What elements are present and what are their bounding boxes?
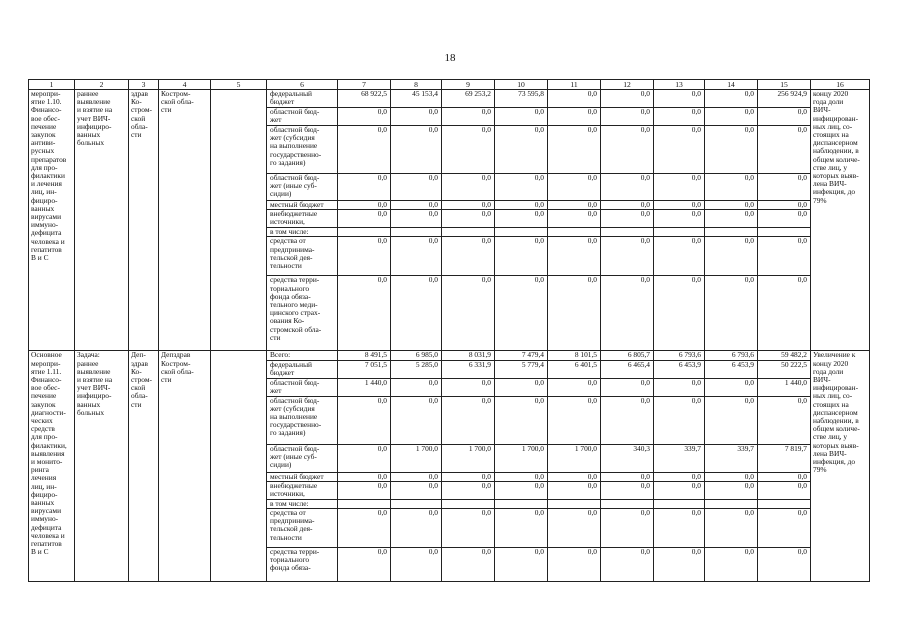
amount-cell: 8 101,5 — [548, 351, 601, 360]
amount-cell: 6 793,6 — [705, 351, 758, 360]
amount-cell: 0,0 — [654, 378, 705, 396]
amount-cell: 339,7 — [654, 444, 705, 472]
target-indicator-cell: концу 2020 года доли ВИЧ- инфицирован- ных лиц, со- стоящих на диспансерном наблюдении, в общем количе- стве лиц, у которых выяв- лена ВИЧ- инфекция, до 79% — [811, 90, 870, 351]
amount-cell: 0,0 — [495, 481, 548, 499]
amount-cell: 0,0 — [601, 472, 654, 481]
amount-cell — [495, 228, 548, 237]
amount-cell: 0,0 — [442, 276, 495, 351]
amount-cell: 0,0 — [705, 90, 758, 108]
amount-cell — [705, 228, 758, 237]
amount-cell: 0,0 — [495, 201, 548, 210]
funding-source-cell: местный бюджет — [267, 201, 338, 210]
column-header: 5 — [211, 80, 267, 90]
amount-cell: 0,0 — [705, 210, 758, 228]
amount-cell: 0,0 — [601, 174, 654, 201]
funding-source-cell: средства от предпринима- тельской дея- тельности — [267, 509, 338, 548]
amount-cell: 0,0 — [338, 237, 391, 276]
amount-cell: 0,0 — [705, 126, 758, 174]
amount-cell: 0,0 — [495, 378, 548, 396]
amount-cell: 0,0 — [442, 378, 495, 396]
amount-cell — [391, 499, 442, 508]
amount-cell: 7 819,7 — [758, 444, 811, 472]
amount-cell: 0,0 — [338, 276, 391, 351]
amount-cell: 0,0 — [548, 174, 601, 201]
amount-cell: 0,0 — [338, 509, 391, 548]
amount-cell: 0,0 — [391, 201, 442, 210]
amount-cell: 0,0 — [495, 396, 548, 444]
amount-cell — [391, 228, 442, 237]
amount-cell: 0,0 — [548, 548, 601, 582]
column-header: 4 — [159, 80, 211, 90]
amount-cell: 0,0 — [391, 378, 442, 396]
amount-cell: 0,0 — [338, 472, 391, 481]
amount-cell — [654, 499, 705, 508]
amount-cell: 0,0 — [705, 174, 758, 201]
amount-cell: 0,0 — [654, 210, 705, 228]
amount-cell: 0,0 — [601, 90, 654, 108]
co-executor-cell: Депздрав Костром- ской обла- сти — [159, 351, 211, 582]
amount-cell: 0,0 — [338, 201, 391, 210]
amount-cell: 0,0 — [705, 108, 758, 126]
amount-cell: 0,0 — [495, 509, 548, 548]
amount-cell: 0,0 — [705, 509, 758, 548]
amount-cell: 0,0 — [705, 548, 758, 582]
amount-cell: 68 922,5 — [338, 90, 391, 108]
amount-cell: 0,0 — [548, 210, 601, 228]
amount-cell: 0,0 — [338, 108, 391, 126]
amount-cell: 0,0 — [442, 210, 495, 228]
amount-cell: 0,0 — [601, 481, 654, 499]
amount-cell: 0,0 — [548, 378, 601, 396]
amount-cell: 0,0 — [548, 396, 601, 444]
amount-cell: 0,0 — [758, 126, 811, 174]
column-header: 14 — [705, 80, 758, 90]
amount-cell: 0,0 — [758, 548, 811, 582]
amount-cell: 0,0 — [758, 237, 811, 276]
amount-cell: 0,0 — [654, 201, 705, 210]
amount-cell: 6 331,9 — [442, 360, 495, 378]
amount-cell: 0,0 — [495, 472, 548, 481]
amount-cell — [601, 228, 654, 237]
budget-table — [28, 79, 870, 582]
funding-source-cell: средства от предпринима- тельской дея- тельности — [267, 237, 338, 276]
amount-cell: 0,0 — [338, 210, 391, 228]
amount-cell: 7 051,5 — [338, 360, 391, 378]
amount-cell: 0,0 — [495, 126, 548, 174]
amount-cell: 0,0 — [705, 276, 758, 351]
amount-cell: 50 222,5 — [758, 360, 811, 378]
amount-cell: 0,0 — [601, 210, 654, 228]
amount-cell: 0,0 — [391, 237, 442, 276]
amount-cell: 0,0 — [338, 396, 391, 444]
amount-cell: 0,0 — [442, 472, 495, 481]
amount-cell: 0,0 — [548, 509, 601, 548]
activity-name-cell: Основное меропри- ятие 1.11. Финансо- вое обес- печение закупок диагности- ческих средств для про- филактики, выявления и монито- ринга лечения лиц, ин- фициро- ванных вирусами иммуно- дефицита человека и гепатитов В и С — [29, 351, 75, 582]
amount-cell: 0,0 — [654, 237, 705, 276]
empty-cell — [211, 90, 267, 351]
column-header: 11 — [548, 80, 601, 90]
funding-source-cell: Всего: — [267, 351, 338, 360]
amount-cell: 0,0 — [338, 481, 391, 499]
table-row — [29, 351, 870, 360]
amount-cell: 0,0 — [654, 396, 705, 444]
amount-cell — [338, 499, 391, 508]
amount-cell: 0,0 — [654, 276, 705, 351]
amount-cell: 0,0 — [654, 108, 705, 126]
column-header: 1 — [29, 80, 75, 90]
funding-source-cell: внебюджетные источники, — [267, 210, 338, 228]
funding-source-cell: федеральный бюджет — [267, 90, 338, 108]
amount-cell: 0,0 — [548, 276, 601, 351]
amount-cell: 1 440,0 — [338, 378, 391, 396]
amount-cell: 0,0 — [391, 174, 442, 201]
funding-source-cell: областной бюд- жет (субсидия на выполнение государственно- го задания) — [267, 126, 338, 174]
amount-cell: 6 401,5 — [548, 360, 601, 378]
funding-source-cell: федеральный бюджет — [267, 360, 338, 378]
amount-cell: 0,0 — [705, 237, 758, 276]
activity-task-cell: Задача: раннее выявление и взятие на учет ВИЧ- инфициро- ванных больных — [75, 351, 129, 582]
funding-source-cell: областной бюд- жет — [267, 378, 338, 396]
amount-cell — [758, 499, 811, 508]
amount-cell: 0,0 — [391, 276, 442, 351]
amount-cell: 0,0 — [758, 201, 811, 210]
amount-cell: 0,0 — [758, 276, 811, 351]
column-header: 13 — [654, 80, 705, 90]
amount-cell: 0,0 — [338, 126, 391, 174]
amount-cell: 0,0 — [601, 509, 654, 548]
amount-cell: 0,0 — [391, 509, 442, 548]
amount-cell — [601, 499, 654, 508]
table-row — [29, 90, 870, 108]
executor-cell: Деп- здрав Ко- стром- ской обла- сти — [129, 351, 159, 582]
co-executor-cell: Костром- ской обла- сти — [159, 90, 211, 351]
amount-cell: 0,0 — [654, 481, 705, 499]
amount-cell: 0,0 — [548, 90, 601, 108]
amount-cell: 6 453,9 — [654, 360, 705, 378]
amount-cell: 6 805,7 — [601, 351, 654, 360]
amount-cell: 0,0 — [654, 509, 705, 548]
amount-cell: 0,0 — [548, 481, 601, 499]
activity-task-cell: раннее выявление и взятие на учет ВИЧ- инфициро- ванных больных — [75, 90, 129, 351]
amount-cell: 0,0 — [705, 201, 758, 210]
column-header: 2 — [75, 80, 129, 90]
funding-source-cell: средства терри- ториального фонда обяза- — [267, 548, 338, 582]
amount-cell: 0,0 — [338, 174, 391, 201]
amount-cell: 7 479,4 — [495, 351, 548, 360]
amount-cell: 6 453,9 — [705, 360, 758, 378]
column-header: 6 — [267, 80, 338, 90]
column-header: 12 — [601, 80, 654, 90]
amount-cell: 0,0 — [758, 210, 811, 228]
amount-cell: 0,0 — [391, 548, 442, 582]
amount-cell: 0,0 — [442, 126, 495, 174]
amount-cell — [338, 228, 391, 237]
amount-cell: 0,0 — [391, 481, 442, 499]
amount-cell: 0,0 — [495, 548, 548, 582]
funding-source-cell: местный бюджет — [267, 472, 338, 481]
amount-cell — [442, 499, 495, 508]
amount-cell: 0,0 — [654, 90, 705, 108]
amount-cell: 340,3 — [601, 444, 654, 472]
header-row — [29, 80, 870, 90]
amount-cell: 0,0 — [705, 396, 758, 444]
amount-cell: 0,0 — [601, 237, 654, 276]
funding-source-cell: областной бюд- жет (субсидия на выполнение государственно- го задания) — [267, 396, 338, 444]
amount-cell: 6 465,4 — [601, 360, 654, 378]
activity-name-cell: меропри- ятие 1.10. Финансо- вое обес- печение закупок антиви- русных препаратов для про- филактики и лечения лиц, ин- фициро- ванных вирусами иммуно- дефицита человека и гепатитов В и С — [29, 90, 75, 351]
amount-cell: 0,0 — [442, 174, 495, 201]
amount-cell: 8 031,9 — [442, 351, 495, 360]
amount-cell — [705, 499, 758, 508]
target-indicator-cell: Увеличение к концу 2020 года доли ВИЧ- инфицирован- ных лиц, со- стоящих на диспансерном наблюдении, в общем количе- стве лиц, у которых выяв- лена ВИЧ- инфекция, до 79% — [811, 351, 870, 582]
amount-cell: 0,0 — [495, 210, 548, 228]
column-header: 10 — [495, 80, 548, 90]
amount-cell: 0,0 — [442, 548, 495, 582]
amount-cell: 1 700,0 — [495, 444, 548, 472]
amount-cell: 6 793,6 — [654, 351, 705, 360]
amount-cell — [758, 228, 811, 237]
funding-source-cell: внебюджетные источники, — [267, 481, 338, 499]
amount-cell: 0,0 — [442, 108, 495, 126]
amount-cell: 0,0 — [601, 548, 654, 582]
amount-cell: 0,0 — [601, 126, 654, 174]
amount-cell: 0,0 — [442, 481, 495, 499]
amount-cell: 1 700,0 — [548, 444, 601, 472]
amount-cell: 69 253,2 — [442, 90, 495, 108]
executor-cell: здрав Ко- стром- ской обла- сти — [129, 90, 159, 351]
amount-cell: 0,0 — [548, 472, 601, 481]
amount-cell: 0,0 — [654, 472, 705, 481]
amount-cell — [548, 228, 601, 237]
funding-source-cell: в том числе: — [267, 228, 338, 237]
funding-source-cell: средства терри- ториального фонда обяза- тельного меди- цинского страх- ования Ко- стромской обла- сти — [267, 276, 338, 351]
amount-cell: 0,0 — [391, 396, 442, 444]
amount-cell: 0,0 — [391, 210, 442, 228]
amount-cell: 0,0 — [758, 481, 811, 499]
column-header: 7 — [338, 80, 391, 90]
amount-cell: 0,0 — [705, 481, 758, 499]
amount-cell — [442, 228, 495, 237]
column-header: 9 — [442, 80, 495, 90]
amount-cell: 0,0 — [338, 548, 391, 582]
funding-source-cell: в том числе: — [267, 499, 338, 508]
amount-cell: 0,0 — [391, 108, 442, 126]
amount-cell: 0,0 — [654, 126, 705, 174]
amount-cell: 0,0 — [758, 472, 811, 481]
amount-cell: 0,0 — [442, 237, 495, 276]
amount-cell: 0,0 — [548, 108, 601, 126]
amount-cell: 0,0 — [442, 396, 495, 444]
amount-cell: 1 700,0 — [442, 444, 495, 472]
amount-cell: 6 985,0 — [391, 351, 442, 360]
funding-source-cell: областной бюд- жет (иные суб- сидии) — [267, 444, 338, 472]
column-header: 16 — [811, 80, 870, 90]
amount-cell: 5 285,0 — [391, 360, 442, 378]
amount-cell: 0,0 — [548, 237, 601, 276]
funding-source-cell: областной бюд- жет — [267, 108, 338, 126]
amount-cell: 0,0 — [705, 472, 758, 481]
amount-cell: 73 595,8 — [495, 90, 548, 108]
page-number: 18 — [444, 52, 456, 64]
amount-cell: 0,0 — [601, 201, 654, 210]
amount-cell: 0,0 — [442, 201, 495, 210]
funding-source-cell: областной бюд- жет (иные суб- сидии) — [267, 174, 338, 201]
amount-cell: 0,0 — [654, 174, 705, 201]
amount-cell: 0,0 — [758, 396, 811, 444]
amount-cell: 0,0 — [495, 174, 548, 201]
amount-cell: 256 924,9 — [758, 90, 811, 108]
column-header: 8 — [391, 80, 442, 90]
amount-cell: 8 491,5 — [338, 351, 391, 360]
amount-cell: 0,0 — [548, 201, 601, 210]
amount-cell: 0,0 — [495, 276, 548, 351]
amount-cell: 45 153,4 — [391, 90, 442, 108]
amount-cell — [654, 228, 705, 237]
amount-cell: 0,0 — [758, 509, 811, 548]
amount-cell: 0,0 — [758, 108, 811, 126]
amount-cell: 0,0 — [495, 237, 548, 276]
amount-cell: 0,0 — [391, 126, 442, 174]
amount-cell: 0,0 — [548, 126, 601, 174]
amount-cell: 5 779,4 — [495, 360, 548, 378]
amount-cell: 0,0 — [654, 548, 705, 582]
amount-cell: 0,0 — [338, 444, 391, 472]
amount-cell: 1 440,0 — [758, 378, 811, 396]
empty-cell — [211, 351, 267, 582]
amount-cell — [495, 499, 548, 508]
column-header: 15 — [758, 80, 811, 90]
column-header: 3 — [129, 80, 159, 90]
amount-cell: 339,7 — [705, 444, 758, 472]
amount-cell: 0,0 — [705, 378, 758, 396]
amount-cell: 0,0 — [391, 472, 442, 481]
amount-cell: 0,0 — [442, 509, 495, 548]
amount-cell: 1 700,0 — [391, 444, 442, 472]
amount-cell: 59 482,2 — [758, 351, 811, 360]
amount-cell: 0,0 — [495, 108, 548, 126]
amount-cell — [548, 499, 601, 508]
amount-cell: 0,0 — [601, 108, 654, 126]
amount-cell: 0,0 — [601, 378, 654, 396]
amount-cell: 0,0 — [758, 174, 811, 201]
amount-cell: 0,0 — [601, 276, 654, 351]
amount-cell: 0,0 — [601, 396, 654, 444]
